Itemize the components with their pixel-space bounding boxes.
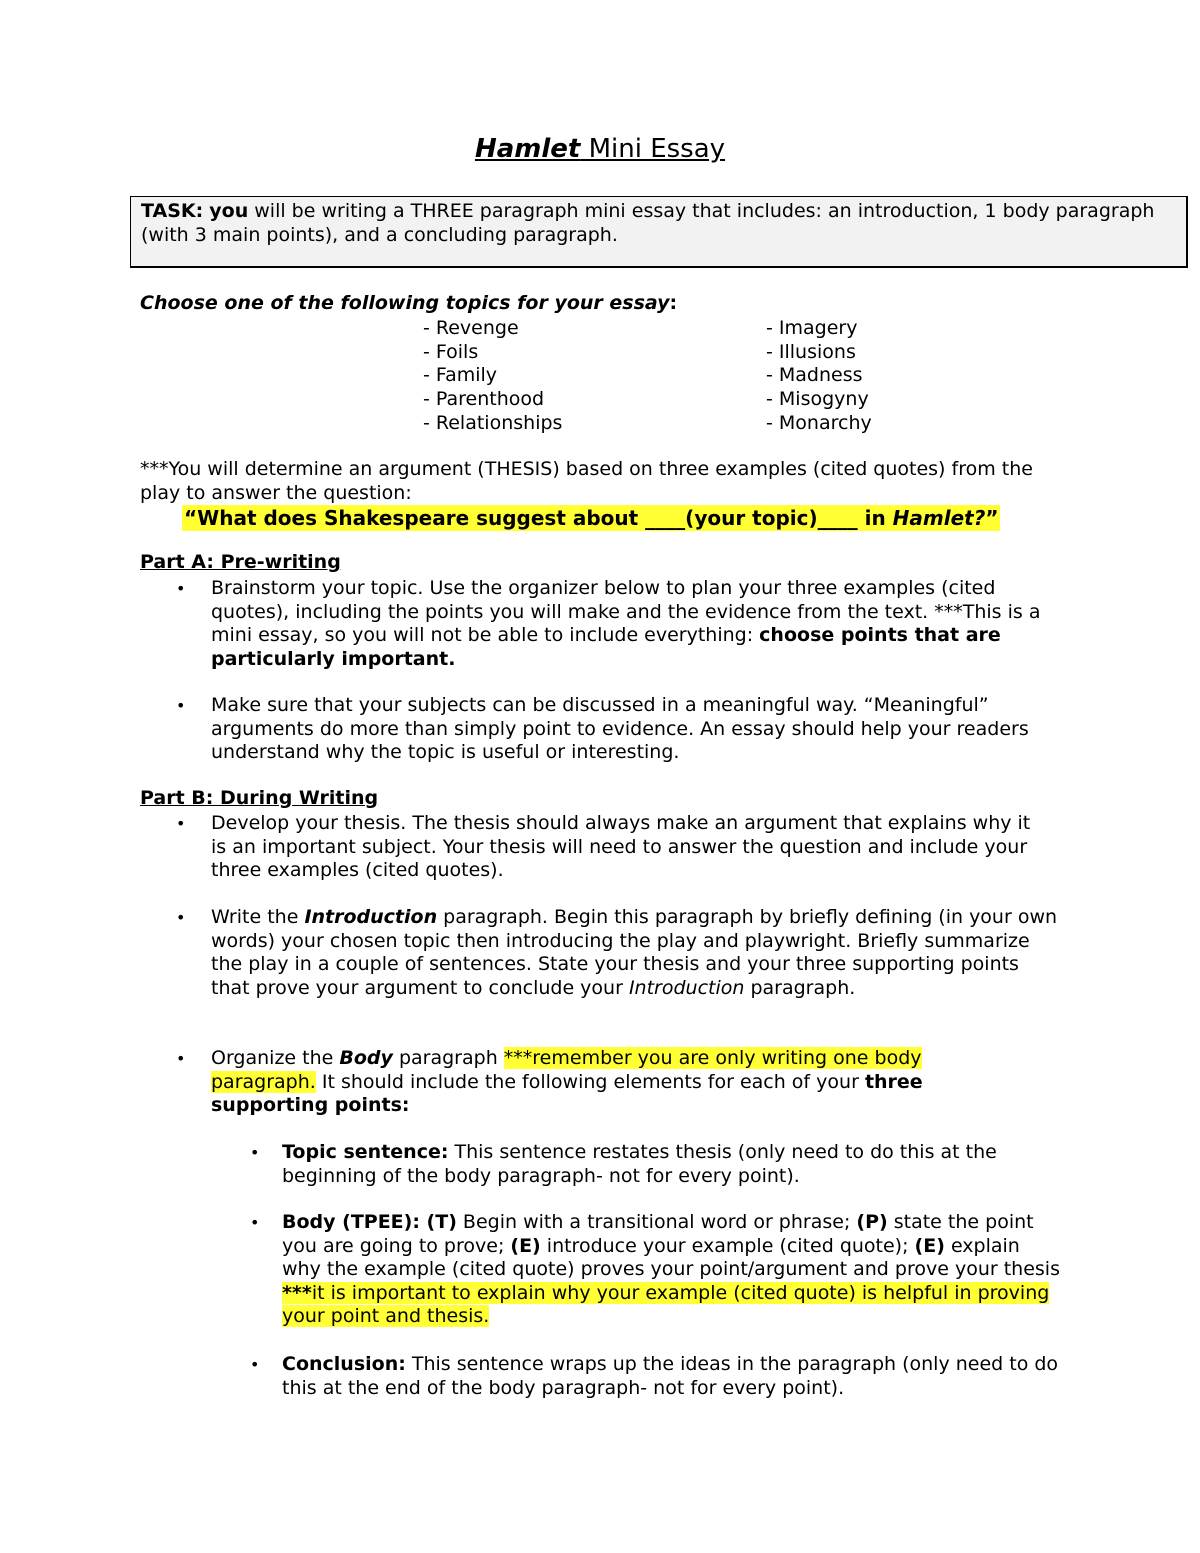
bullet-icon: • (250, 1355, 260, 1374)
task-box (130, 196, 1188, 268)
sub2-bold-2: (P) (856, 1211, 888, 1233)
question-end: ” (985, 506, 999, 530)
topic-item: - Imagery (766, 317, 858, 339)
topic-item: - Foils (423, 341, 479, 363)
sub2-highlight-stars: *** (282, 1281, 312, 1304)
sub2-bold-1: Body (TPEE): (T) (282, 1211, 457, 1233)
topic-item: - Relationships (423, 412, 563, 434)
part-b-b3-rest: It should include the following elements for each of your (315, 1070, 865, 1093)
page-title (0, 134, 1200, 164)
sub2-text-1: Begin with a transitional word or phrase; (456, 1211, 857, 1233)
task-label: TASK: (141, 200, 204, 222)
topic-item: - Misogyny (766, 388, 869, 410)
topic-item: - Madness (766, 364, 863, 386)
part-b-b2-bold-italic: Introduction (304, 906, 438, 928)
question-italic: Hamlet? (892, 506, 986, 530)
sub-bullet-topic-sentence (282, 1141, 1062, 1188)
part-a-bullet-1 (211, 577, 1061, 671)
choose-topics-label (140, 292, 677, 314)
sub2-text-2: state the point you are going to prove; (282, 1211, 1034, 1257)
bullet-icon: • (250, 1213, 260, 1232)
bullet-icon: • (176, 814, 186, 833)
part-a-bullet-2: Make sure that your subjects can be discussed in a meaningful way. “Meaningful” arguments do more than simply point to evidence. An essay should help your readers understand why the topic is useful or interesting. (211, 694, 1029, 763)
part-a-b1-text: Brainstorm your topic. Use the organizer below to plan your three examples (cited quotes), including the points you will make and the evidence from the text. ***This is a mini essay, so you will not be able to include everything: (211, 577, 1041, 646)
sub3-bold: Conclusion: (282, 1353, 406, 1375)
part-b-bullet-3 (211, 1047, 1011, 1118)
topic-item: - Family (423, 364, 498, 386)
part-b-b2-end: paragraph. (744, 976, 856, 999)
essay-question (182, 505, 1000, 531)
sub2-text-3: introduce your example (cited quote); (540, 1234, 915, 1257)
sub1-text: This sentence restates thesis (only need to do this at the beginning of the body paragraph- not for every point). (282, 1141, 997, 1187)
part-b-bullet-1: Develop your thesis. The thesis should always make an argument that explains why it is an important subject. Your thesis will need to answer the question and include your three examples (cited quotes). (211, 812, 1031, 881)
thesis-note: ***You will determine an argument (THESIS) based on three examples (cited quotes) from the play to answer the question: (140, 458, 1033, 504)
title-rest: Mini Essay (580, 134, 726, 164)
sub2-bold-3: (E) (510, 1234, 541, 1257)
bullet-icon: • (176, 908, 186, 927)
choose-label-text: Choose one of the following topics for your essay (140, 292, 670, 314)
part-b-b3-bold: three supporting points: (211, 1070, 923, 1116)
topic-item: - Parenthood (423, 388, 545, 410)
part-b-b2-italic: Introduction (628, 976, 745, 999)
sub2-text-4: explain why the example (cited quote) proves your point/argument and prove your thesis (282, 1234, 1060, 1280)
task-text: will be writing a THREE paragraph mini essay that includes: an introduction, 1 body paragraph (with 3 main points), and a concluding paragraph. (141, 200, 1155, 246)
part-a-heading: Part A: Pre-writing (140, 551, 341, 573)
bullet-icon: • (176, 1049, 186, 1068)
title-italic: Hamlet (474, 134, 581, 164)
part-b-b2-mid: paragraph. Begin this paragraph by briefly defining (in your own words) your chosen topic then introducing the play and playwright. Briefly summarize the play in a couple of sentences. State your thesis and your three supporting points that prove your argument to conclude your (211, 906, 1058, 999)
sub1-bold: Topic sentence: (282, 1141, 449, 1163)
part-a-b1-bold: choose points that are particularly important. (211, 624, 1001, 670)
bullet-icon: • (250, 1143, 260, 1162)
sub-bullet-body-tpee (282, 1211, 1062, 1329)
sub2-highlight: it is important to explain why your example (cited quote) is helpful in proving your point and thesis. (282, 1281, 1050, 1327)
bullet-icon: • (176, 579, 186, 598)
sub2-bold-4: (E) (914, 1234, 945, 1257)
topic-item: - Illusions (766, 341, 856, 363)
topic-item: - Monarchy (766, 412, 872, 434)
sub3-text: This sentence wraps up the ideas in the paragraph (only need to do this at the end of the body paragraph- not for every point). (282, 1353, 1059, 1399)
part-b-b3-highlight: ***remember you are only writing one body paragraph. (211, 1047, 922, 1093)
part-b-heading: Part B: During Writing (140, 787, 379, 809)
part-b-b3-bold-italic: Body (339, 1047, 393, 1069)
sub-bullet-conclusion (282, 1353, 1062, 1400)
question-start: “What does Shakespeare suggest about ____(your topic)____ in (184, 506, 893, 530)
task-you: you (209, 200, 249, 222)
part-b-b3-pre: Organize the (211, 1047, 340, 1069)
choose-colon: : (669, 292, 678, 314)
topic-item: - Revenge (423, 317, 519, 339)
bullet-icon: • (176, 696, 186, 715)
part-b-bullet-2 (211, 906, 1061, 1000)
part-b-b2-pre: Write the (211, 906, 305, 928)
part-b-b3-mid: paragraph (392, 1047, 504, 1069)
